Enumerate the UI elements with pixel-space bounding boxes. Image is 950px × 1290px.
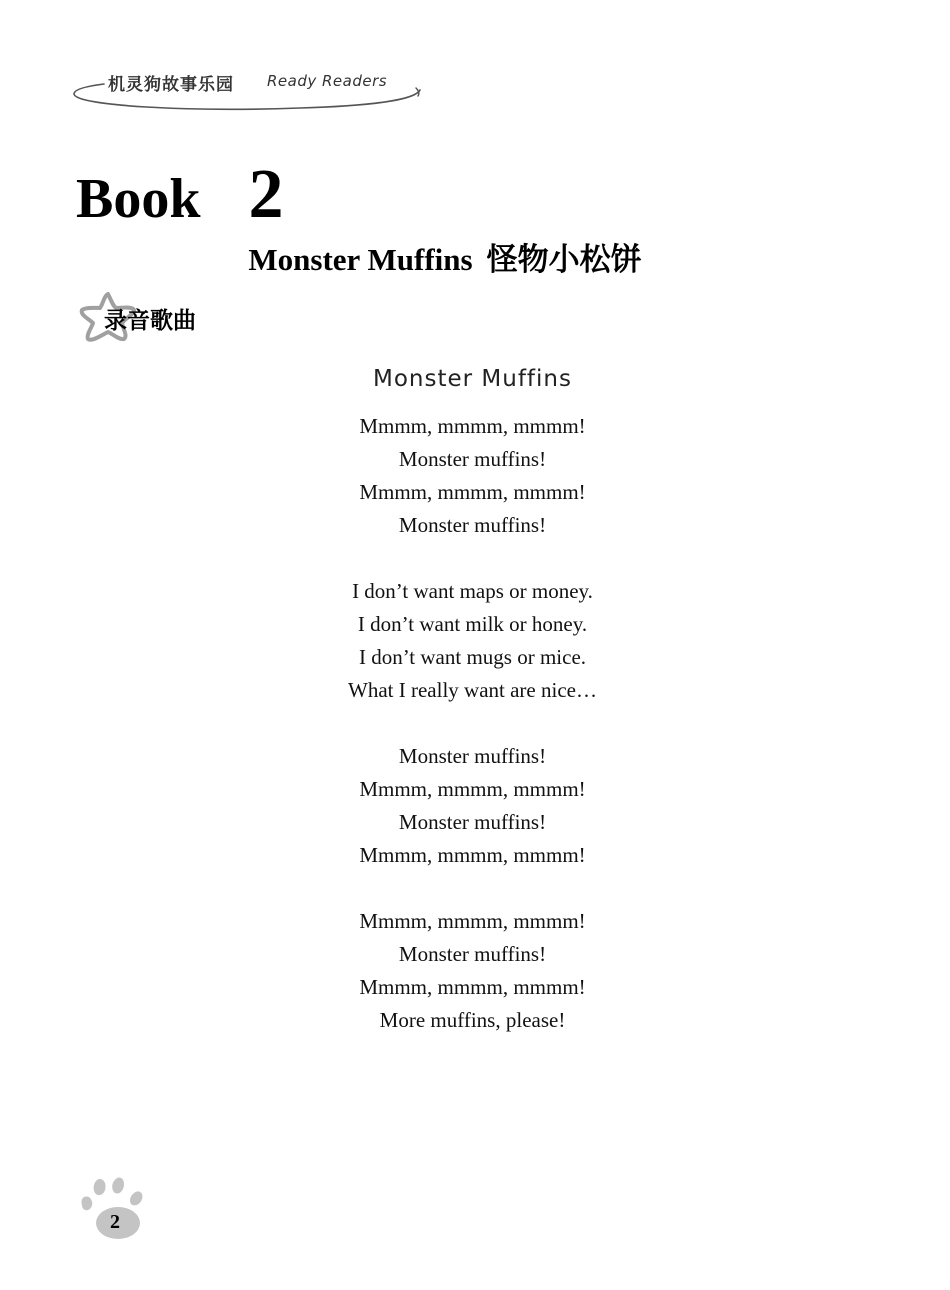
lyric-line: What I really want are nice… xyxy=(348,678,597,702)
lyric-line: Mmmm, mmmm, mmmm! xyxy=(359,414,586,438)
lyric-line: I don’t want maps or money. xyxy=(352,579,593,603)
song-title: Monster Muffins xyxy=(373,366,572,392)
lyric-line: Mmmm, mmmm, mmmm! xyxy=(359,975,586,999)
lyric-line: Mmmm, mmmm, mmmm! xyxy=(359,909,586,933)
section-label-text: 录音歌曲 xyxy=(104,307,196,334)
lyric-line: Monster muffins! xyxy=(398,942,547,966)
lyric-line: Monster muffins! xyxy=(398,810,547,834)
lyric-line: Mmmm, mmmm, mmmm! xyxy=(359,480,586,504)
lyric-line: Monster muffins! xyxy=(398,513,547,537)
section-label xyxy=(78,290,278,344)
series-name-en: Ready Readers xyxy=(267,72,388,90)
stanza xyxy=(0,740,945,872)
lyric-line: Mmmm, mmmm, mmmm! xyxy=(359,777,586,801)
lyric-line: Monster muffins! xyxy=(398,447,547,471)
page-footer xyxy=(76,1175,150,1243)
book-number: 2 xyxy=(248,156,284,233)
book-title-cn: 怪物小松饼 xyxy=(486,242,642,278)
stanza xyxy=(0,410,945,542)
book-heading xyxy=(76,155,284,235)
lyric-line: I don’t want milk or honey. xyxy=(357,612,588,636)
lyric-line: I don’t want mugs or mice. xyxy=(358,645,587,669)
lyric-line: Monster muffins! xyxy=(398,744,547,768)
book-title xyxy=(0,234,890,279)
song-lyrics xyxy=(0,410,945,1070)
lyric-line: Mmmm, mmmm, mmmm! xyxy=(359,843,586,867)
stanza xyxy=(0,905,945,1037)
series-name-cn: 机灵狗故事乐园 xyxy=(108,75,234,95)
book-word: Book xyxy=(76,168,201,230)
page-number: 2 xyxy=(110,1211,120,1233)
series-header xyxy=(70,62,430,118)
book-title-en: Monster Muffins xyxy=(248,242,473,277)
lyric-line: More muffins, please! xyxy=(379,1008,566,1032)
stanza xyxy=(0,575,945,707)
